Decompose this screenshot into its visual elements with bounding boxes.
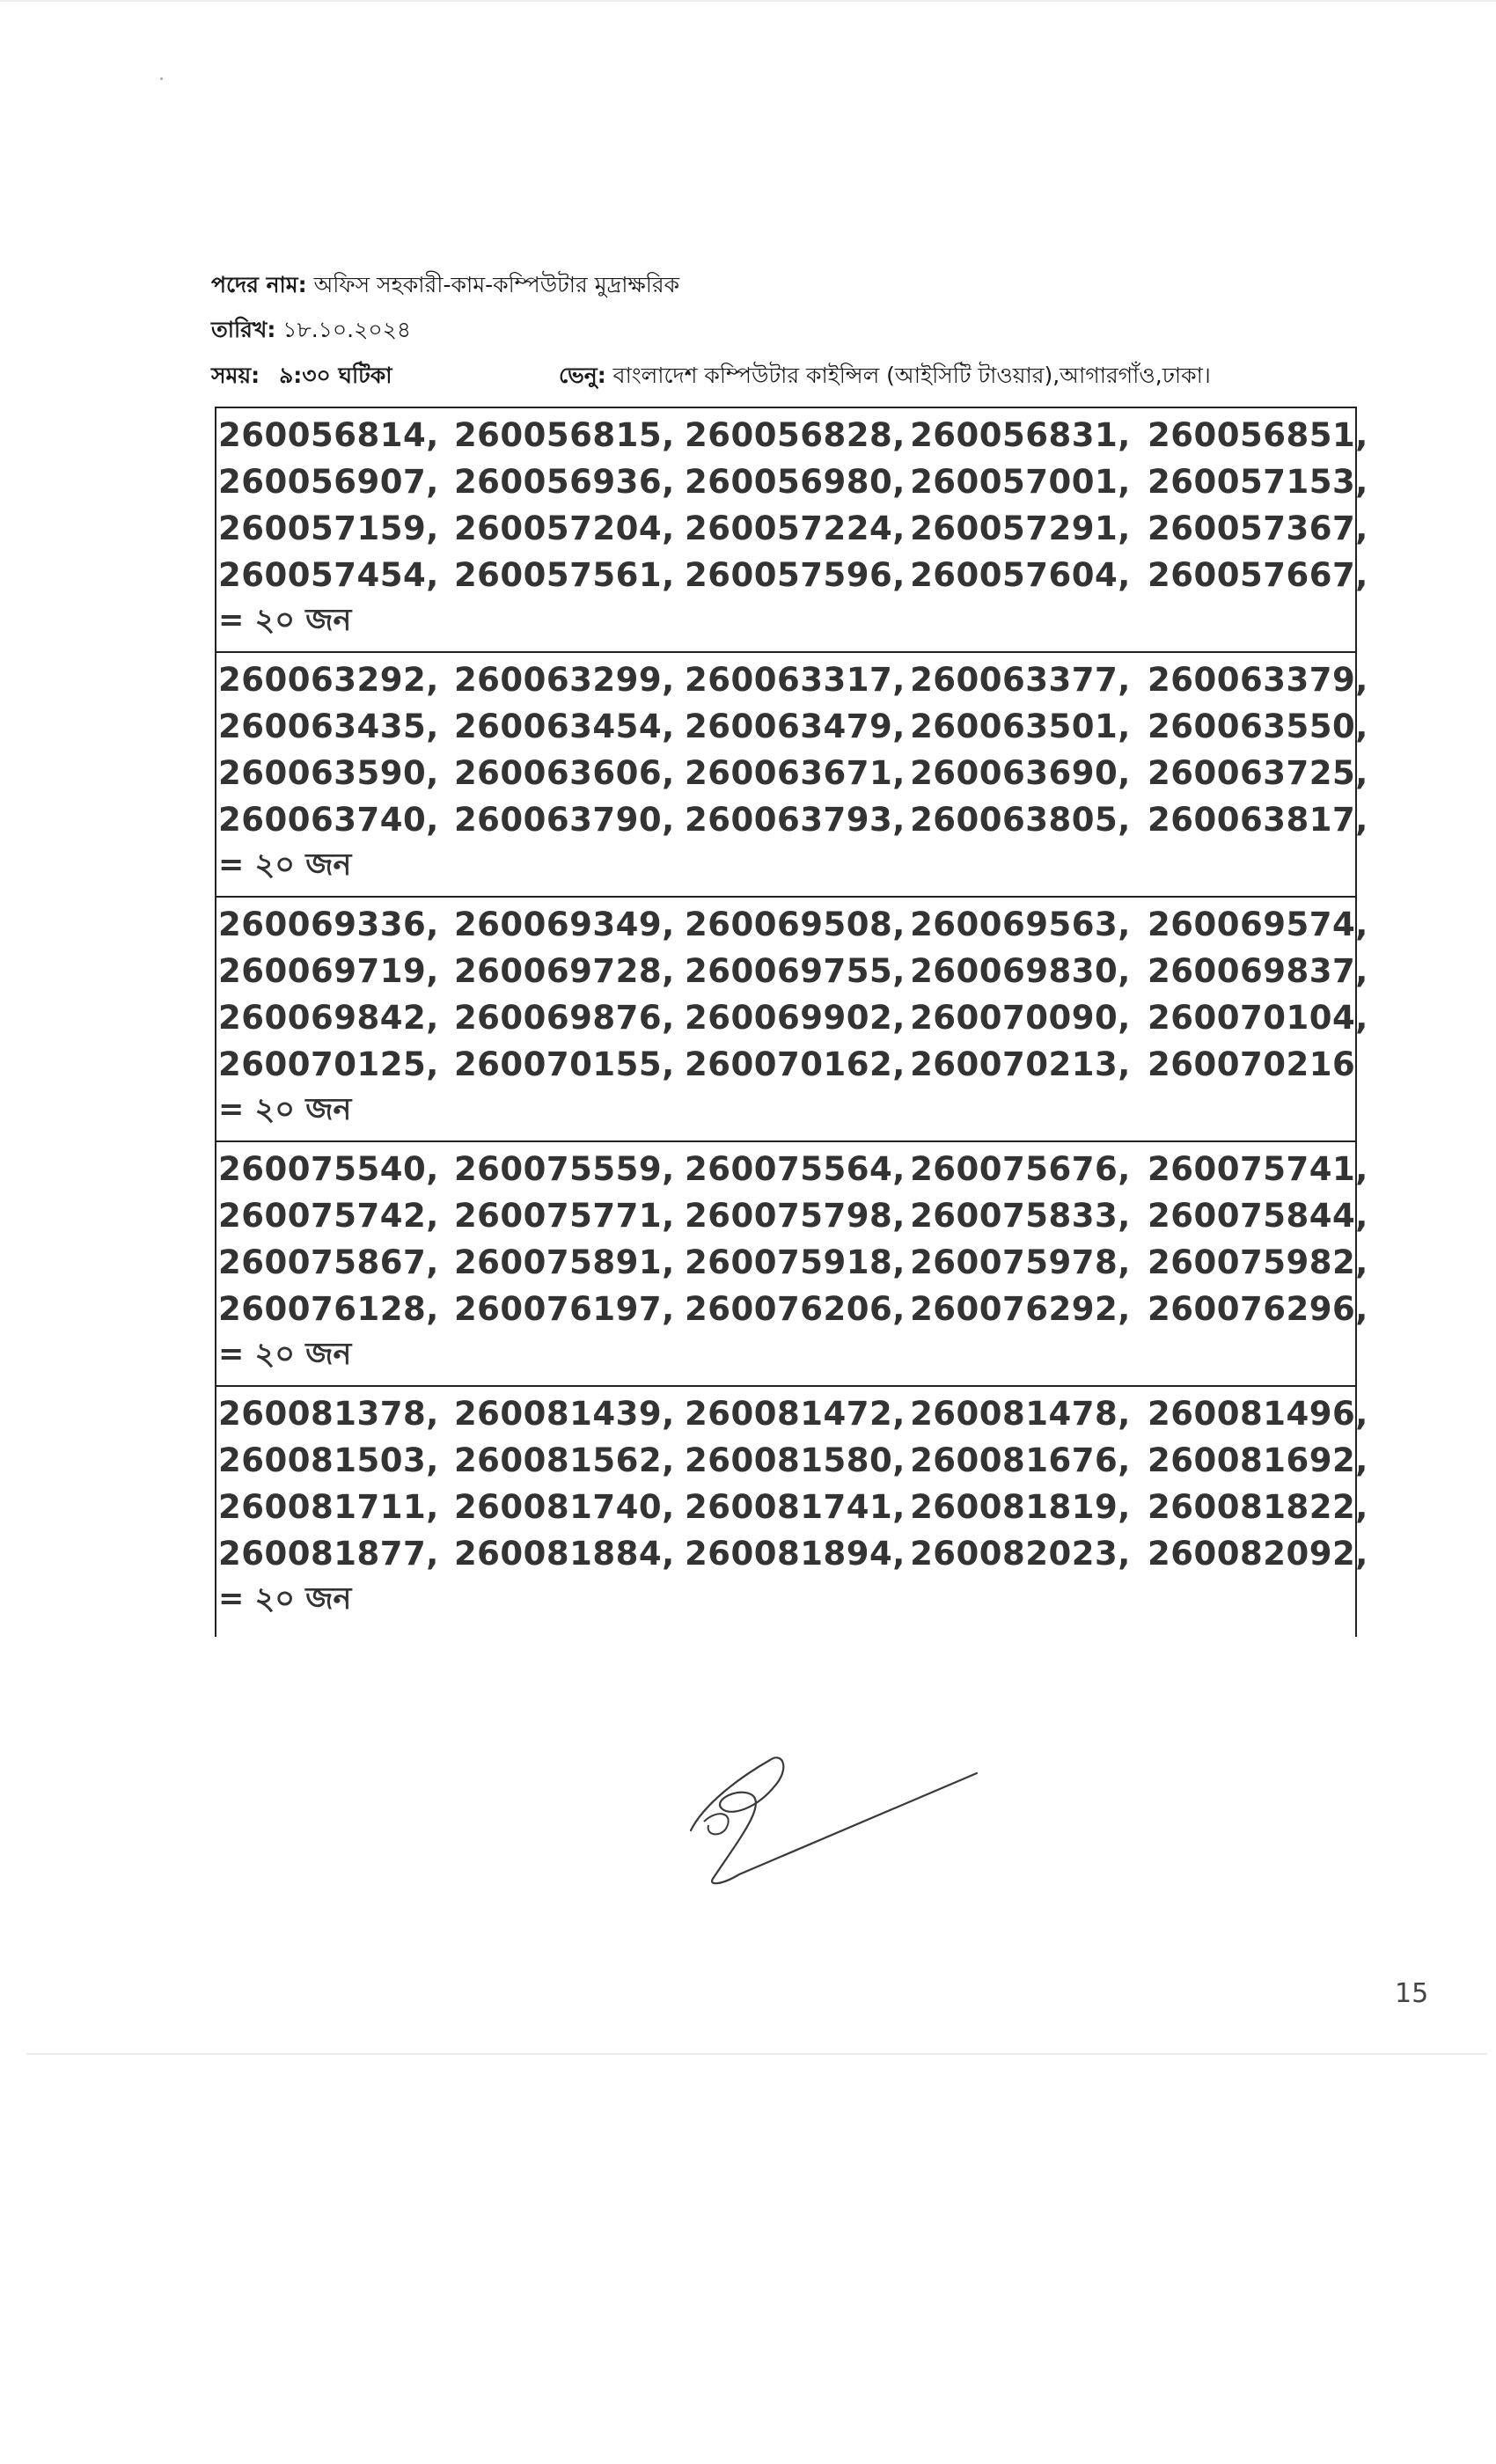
roll-number: 260069719, (218, 952, 439, 990)
roll-number: 260057667, (1148, 556, 1368, 594)
roll-number: 260081822, (1148, 1488, 1368, 1526)
roll-number: 260081580, (685, 1441, 906, 1479)
date-label: তারিখ: (211, 317, 276, 342)
roll-number: 260069755, (685, 952, 906, 990)
roll-number: 260075978, (910, 1243, 1131, 1281)
roll-number: 260057596, (685, 556, 906, 594)
roll-number: 260075844, (1148, 1197, 1368, 1235)
roll-number: 260069349, (453, 906, 675, 943)
roll-number: 260081496, (1148, 1395, 1368, 1433)
roll-number: 260069837, (1148, 952, 1368, 990)
roll-number: 260063292, (218, 661, 439, 699)
signature (686, 1725, 986, 1892)
roll-number: 260075918, (685, 1243, 906, 1281)
scan-edge-bottom (26, 2053, 1487, 2055)
roll-number: 260063479, (685, 708, 906, 745)
roll-number: 260056980, (685, 463, 906, 501)
roll-number: 260057367, (1148, 510, 1368, 547)
roll-number: 260075771, (453, 1197, 675, 1235)
roll-number: 260056814, (218, 416, 439, 454)
roll-number: 260063725, (1148, 754, 1368, 792)
group-total: = ২০ জন (218, 1092, 352, 1127)
roll-row (216, 1286, 1368, 1332)
roll-number: 260063671, (685, 754, 906, 792)
date-value: ১৮.১০.২০২৪ (282, 317, 412, 342)
roll-number: 260057291, (910, 510, 1131, 547)
roll-row (216, 796, 1368, 843)
group-total: = ২০ জন (218, 603, 352, 638)
roll-number: 260081740, (453, 1488, 675, 1526)
roll-number: 260081503, (218, 1441, 439, 1479)
roll-number: 260081378, (218, 1395, 439, 1433)
roll-number: 260081819, (910, 1488, 1131, 1526)
roll-group (216, 408, 1368, 653)
roll-row (216, 1390, 1368, 1437)
time-value: ৯:৩০ ঘটিকা (279, 363, 392, 388)
roll-number: 260063379, (1148, 661, 1368, 699)
roll-number: 260075564, (685, 1150, 906, 1188)
roll-number: 260063790, (453, 801, 675, 839)
roll-number: 260056831, (910, 416, 1131, 454)
roll-number: 260063550, (1148, 708, 1368, 745)
roll-number: 260070125, (218, 1045, 439, 1083)
venue-label: ভেনু: (559, 363, 606, 388)
roll-number: 260075540, (218, 1150, 439, 1188)
roll-number: 260063299, (453, 661, 675, 699)
roll-number: 260057454, (218, 556, 439, 594)
roll-number: 260075742, (218, 1197, 439, 1235)
page-number: 15 (1395, 1978, 1429, 2009)
group-total: = ২০ জন (218, 1581, 352, 1617)
roll-number: 260069830, (910, 952, 1131, 990)
roll-number: 260063501, (910, 708, 1131, 745)
roll-number: 260081472, (685, 1395, 906, 1433)
roll-row (216, 703, 1368, 750)
roll-row (216, 1041, 1355, 1088)
roll-number: 260063817, (1148, 801, 1368, 839)
roll-number: 260075559, (453, 1150, 675, 1188)
scan-speck (160, 77, 163, 80)
roll-row (216, 994, 1368, 1041)
roll-row (216, 1437, 1368, 1484)
post-name-label: পদের নাম: (211, 272, 307, 297)
roll-number: 260056815, (453, 416, 675, 454)
roll-number: 260057204, (453, 510, 675, 547)
roll-number: 260063740, (218, 801, 439, 839)
roll-number: 260063317, (685, 661, 906, 699)
roll-group (216, 653, 1368, 898)
roll-number: 260076296, (1148, 1290, 1368, 1328)
roll-number: 260069902, (685, 999, 906, 1037)
venue-value: বাংলাদেশ কম্পিউটার কাইন্সিল (আইসিটি টাওয়ার),আগারগাঁও,ঢাকা। (612, 363, 1211, 388)
time-label: সময়: (211, 363, 260, 388)
roll-number: 260063606, (453, 754, 675, 792)
roll-number: 260057153, (1148, 463, 1368, 501)
roll-row (216, 1239, 1368, 1286)
roll-number: 260057604, (910, 556, 1131, 594)
roll-number: 260070155, (453, 1045, 675, 1083)
roll-number: 260069336, (218, 906, 439, 943)
roll-row (216, 948, 1368, 994)
roll-number: 260057001, (910, 463, 1131, 501)
roll-number: 260056851, (1148, 416, 1368, 454)
roll-number: 260070213, (910, 1045, 1131, 1083)
post-name-value: অফিস সহকারী-কাম-কম্পিউটার মুদ্রাক্ষরিক (313, 272, 680, 297)
roll-number: 260081894, (685, 1535, 906, 1573)
roll-number: 260082023, (910, 1535, 1131, 1573)
roll-number: 260076128, (218, 1290, 439, 1328)
roll-number: 260063435, (218, 708, 439, 745)
roll-number: 260057224, (685, 510, 906, 547)
roll-number: 260075741, (1148, 1150, 1368, 1188)
roll-number: 260076292, (910, 1290, 1131, 1328)
roll-number: 260076197, (453, 1290, 675, 1328)
roll-number: 260069728, (453, 952, 675, 990)
roll-number: 260063805, (910, 801, 1131, 839)
venue-line (559, 361, 1211, 391)
roll-row (216, 458, 1368, 505)
roll-number: 260063377, (910, 661, 1131, 699)
roll-number: 260057561, (453, 556, 675, 594)
roll-number: 260056936, (453, 463, 675, 501)
roll-row (216, 1484, 1368, 1530)
roll-group (216, 1142, 1368, 1387)
roll-row (216, 656, 1368, 703)
roll-number: 260057159, (218, 510, 439, 547)
roll-number: 260063793, (685, 801, 906, 839)
roll-number: 260056828, (685, 416, 906, 454)
roll-row (216, 505, 1368, 552)
post-name-line (211, 270, 1355, 300)
roll-number: 260070090, (910, 999, 1131, 1037)
group-total: = ২০ জন (218, 847, 352, 883)
roll-number: 260069876, (453, 999, 675, 1037)
roll-number: 260081439, (453, 1395, 675, 1433)
roll-number: 260070104, (1148, 999, 1368, 1037)
roll-number: 260056907, (218, 463, 439, 501)
roll-row (216, 750, 1368, 796)
roll-row (216, 1530, 1368, 1577)
roll-group (216, 898, 1368, 1142)
roll-number: 260081741, (685, 1488, 906, 1526)
roll-number: 260076206, (685, 1290, 906, 1328)
scan-edge-top (0, 0, 1496, 2)
roll-number: 260081711, (218, 1488, 439, 1526)
roll-number: 260075798, (685, 1197, 906, 1235)
roll-row (216, 1146, 1368, 1192)
roll-number: 260075891, (453, 1243, 675, 1281)
roll-number: 260081676, (910, 1441, 1131, 1479)
group-total: = ২০ জন (218, 1337, 352, 1372)
roll-number: 260075833, (910, 1197, 1131, 1235)
roll-number: 260069563, (910, 906, 1131, 943)
roll-group (216, 1387, 1368, 1637)
roll-number: 260075867, (218, 1243, 439, 1281)
roll-number: 260070216 (1148, 1045, 1356, 1083)
date-line (211, 315, 1355, 345)
roll-number: 260063454, (453, 708, 675, 745)
roll-number: 260081478, (910, 1395, 1131, 1433)
roll-number: 260082092, (1148, 1535, 1368, 1573)
roll-row (216, 901, 1368, 948)
roll-number: 260063590, (218, 754, 439, 792)
roll-row (216, 552, 1368, 598)
roll-number: 260081692, (1148, 1441, 1368, 1479)
roll-number: 260075982, (1148, 1243, 1368, 1281)
roll-number: 260081884, (453, 1535, 675, 1573)
roll-number: 260081877, (218, 1535, 439, 1573)
roll-number: 260070162, (685, 1045, 906, 1083)
roll-number: 260063690, (910, 754, 1131, 792)
roll-number: 260069574, (1148, 906, 1368, 943)
roll-row (216, 1192, 1368, 1239)
roll-number: 260069842, (218, 999, 439, 1037)
roll-number: 260081562, (453, 1441, 675, 1479)
roll-number: 260075676, (910, 1150, 1131, 1188)
roll-number-table (215, 407, 1368, 1637)
roll-number: 260069508, (685, 906, 906, 943)
roll-row (216, 412, 1368, 458)
